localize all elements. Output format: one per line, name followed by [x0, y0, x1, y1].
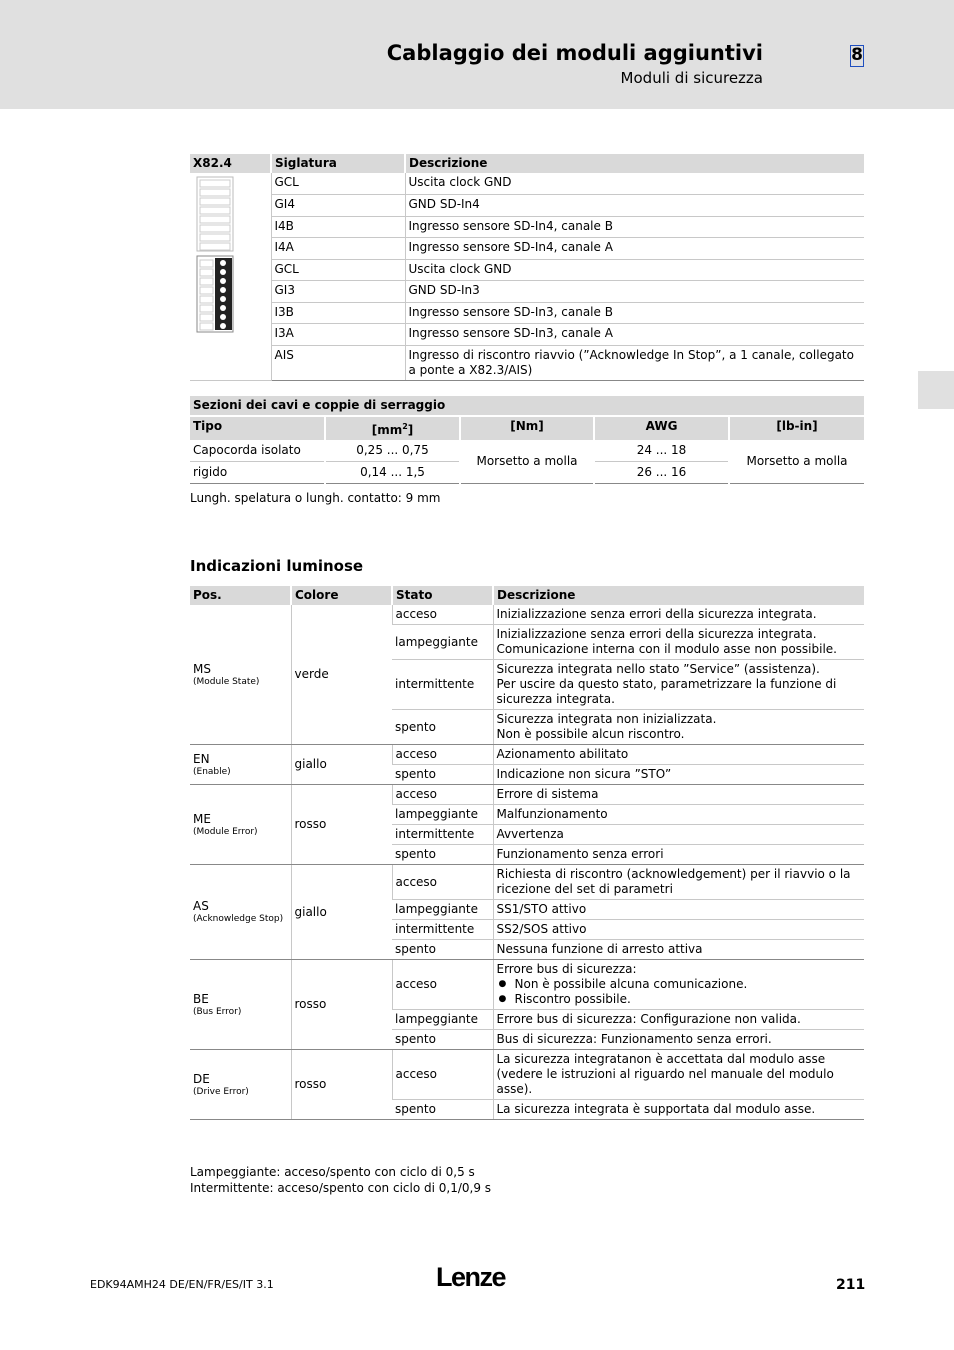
cell-color: rosso: [291, 785, 392, 865]
table-row: [190, 281, 864, 303]
description-text: Nessuna funzione di arresto attiva: [496, 942, 703, 956]
cell-siglatura: I4A: [271, 238, 405, 260]
description-text: SS2/SOS attivo: [496, 922, 587, 936]
cell-descrizione: GND SD-In3: [405, 281, 864, 303]
cell-awg: 24 ... 18: [594, 440, 729, 462]
cell-color: giallo: [291, 865, 392, 960]
description-text: Sicurezza integrata non inizializzata.: [496, 712, 717, 726]
page-subtitle: Moduli di sicurezza: [620, 69, 763, 87]
cell-siglatura: I3B: [271, 302, 405, 324]
cell-state: acceso: [392, 745, 493, 765]
table-row: [190, 865, 864, 900]
col-header: X82.4: [190, 154, 271, 173]
cell-pos: [190, 1050, 291, 1120]
cell-pos: [190, 605, 291, 745]
cell-siglatura: GCL: [271, 259, 405, 281]
cable-table: [190, 396, 864, 484]
cell-descrizione: Ingresso di riscontro riavvio (”Acknowledge In Stop”, a 1 canale, collegato a ponte a X82.3/AIS): [405, 345, 864, 380]
cell-siglatura: AIS: [271, 345, 405, 380]
description-text: Inizializzazione senza errori della sicurezza integrata.: [496, 627, 817, 641]
table-row: [190, 605, 864, 625]
table-row: [190, 785, 864, 805]
bullet-item: ● Non è possibile alcuna comunicazione.: [497, 977, 862, 992]
page-number: 211: [836, 1277, 866, 1293]
cell-siglatura: GCL: [271, 173, 405, 195]
cable-note: Lungh. spelatura o lungh. contatto: 9 mm: [190, 491, 441, 505]
description-text: Non è possibile alcun riscontro.: [496, 727, 685, 741]
bullet-item: ● Riscontro possibile.: [497, 992, 862, 1007]
cell-description: [493, 765, 864, 785]
table-row: [190, 745, 864, 765]
document-code: EDK94AMH24 DE/EN/FR/ES/IT 3.1: [90, 1278, 274, 1291]
terminal-diagram: [190, 173, 271, 380]
cell-state: spento: [392, 1100, 493, 1120]
description-text: Richiesta di riscontro (acknowledgement) per il riavvio o la ricezione del set di parametri: [496, 867, 851, 896]
cell-state: lampeggiante: [392, 805, 493, 825]
col-header: Siglatura: [271, 154, 405, 173]
cell-state: acceso: [392, 960, 493, 1010]
cell-descrizione: Uscita clock GND: [405, 259, 864, 281]
led-name: BE: [193, 991, 209, 1006]
description-text: Avvertenza: [496, 827, 564, 841]
led-name: EN: [193, 751, 210, 766]
cell-color: rosso: [291, 960, 392, 1050]
led-note: Lampeggiante: acceso/spento con ciclo di 0,5 s: [190, 1165, 475, 1179]
cell-color: verde: [291, 605, 392, 745]
cell-descrizione: Uscita clock GND: [405, 173, 864, 195]
cell-color: rosso: [291, 1050, 392, 1120]
description-text: Funzionamento senza errori: [496, 847, 664, 861]
table-row: [190, 302, 864, 324]
cell-state: acceso: [392, 1050, 493, 1100]
description-text: Indicazione non sicura ”STO”: [496, 767, 672, 781]
cell-nm: Morsetto a molla: [460, 440, 594, 483]
cell-tipo: rigido: [190, 462, 325, 484]
cell-descrizione: Ingresso sensore SD-In3, canale B: [405, 302, 864, 324]
lenze-logo: Lenze: [436, 1262, 506, 1292]
description-text: Azionamento abilitato: [496, 747, 629, 761]
table-row: [190, 173, 864, 195]
table-row: [190, 345, 864, 380]
cell-description: [493, 920, 864, 940]
cell-siglatura: GI3: [271, 281, 405, 303]
col-header: Descrizione: [493, 586, 864, 605]
table-row: [190, 259, 864, 281]
description-text: Inizializzazione senza errori della sicurezza integrata.: [496, 607, 817, 621]
cell-state: acceso: [392, 785, 493, 805]
cell-state: lampeggiante: [392, 1010, 493, 1030]
connector-icon: [196, 176, 236, 336]
cell-pos: [190, 960, 291, 1050]
cell-description: [493, 865, 864, 900]
cell-mm2: 0,25 ... 0,75: [325, 440, 460, 462]
cell-description: [493, 940, 864, 960]
cell-description: [493, 960, 864, 1010]
cell-description: [493, 825, 864, 845]
led-name: AS: [193, 899, 209, 913]
table-row: [190, 195, 864, 217]
description-text: La sicurezza integrata è supportata dal modulo asse.: [496, 1102, 816, 1116]
terminal-table: [190, 154, 864, 381]
col-header: Stato: [392, 586, 493, 605]
cell-tipo: Capocorda isolato: [190, 440, 325, 462]
description-text: La sicurezza integratanon è accettata dal modulo asse (vedere le istruzioni al riguardo nel manuale del modulo asse).: [496, 1052, 834, 1096]
table-row: [190, 216, 864, 238]
col-header: Pos.: [190, 586, 291, 605]
cell-descrizione: Ingresso sensore SD-In4, canale B: [405, 216, 864, 238]
led-fullname: (Acknowledge Stop): [193, 914, 284, 924]
page-title: Cablaggio dei moduli aggiuntivi: [386, 41, 763, 65]
description-text: Comunicazione interna con il modulo asse non possibile.: [496, 642, 837, 656]
col-header: $[mm^2]$: [325, 416, 460, 440]
table-row: [190, 324, 864, 346]
cell-state: acceso: [392, 605, 493, 625]
cell-state: lampeggiante: [392, 900, 493, 920]
led-fullname: (Bus Error): [193, 1006, 242, 1017]
cell-color: giallo: [291, 745, 392, 785]
cell-state: intermittente: [392, 660, 493, 710]
led-fullname: (Drive Error): [193, 1086, 249, 1097]
description-text: Bus di sicurezza: Funzionamento senza errori.: [496, 1032, 772, 1046]
col-header: Tipo: [190, 416, 325, 440]
col-header: [Nm]: [460, 416, 594, 440]
cell-awg: 26 ... 16: [594, 462, 729, 484]
led-name: ME: [193, 811, 211, 826]
col-header: [lb-in]: [729, 416, 864, 440]
cell-siglatura: GI4: [271, 195, 405, 217]
table-row: [190, 238, 864, 260]
cell-descrizione: Ingresso sensore SD-In3, canale A: [405, 324, 864, 346]
cell-siglatura: I3A: [271, 324, 405, 346]
description-text: Errore di sistema: [496, 787, 599, 801]
description-text: Sicurezza integrata nello stato ”Service” (assistenza).: [496, 662, 820, 676]
cell-state: spento: [392, 940, 493, 960]
cell-lbin: Morsetto a molla: [729, 440, 864, 483]
col-header: Colore: [291, 586, 392, 605]
cell-description: [493, 605, 864, 625]
chapter-number: 8: [851, 45, 863, 65]
cell-description: [493, 660, 864, 710]
cell-mm2: 0,14 ... 1,5: [325, 462, 460, 484]
table-row: [190, 440, 864, 462]
cell-description: [493, 805, 864, 825]
cell-descrizione: GND SD-In4: [405, 195, 864, 217]
cell-description: [493, 1030, 864, 1050]
cell-description: [493, 845, 864, 865]
cell-pos: [190, 865, 291, 960]
cell-state: spento: [392, 1030, 493, 1050]
cell-description: [493, 1100, 864, 1120]
cable-table-title: Sezioni dei cavi e coppie di serraggio: [190, 396, 864, 416]
led-fullname: (Enable): [193, 766, 231, 777]
description-text: Per uscire da questo stato, parametrizzare la funzione di sicurezza integrata.: [496, 677, 837, 706]
led-name: MS: [193, 661, 211, 676]
cell-description: [493, 710, 864, 745]
led-name: DE: [193, 1071, 210, 1086]
col-header: Descrizione: [405, 154, 864, 173]
cell-description: [493, 785, 864, 805]
cell-description: [493, 1050, 864, 1100]
side-tab: [918, 371, 954, 409]
cell-descrizione: Ingresso sensore SD-In4, canale A: [405, 238, 864, 260]
description-text: Errore bus di sicurezza: Configurazione non valida.: [496, 1012, 801, 1026]
cell-description: [493, 1010, 864, 1030]
cell-state: spento: [392, 765, 493, 785]
cell-pos: [190, 745, 291, 785]
led-fullname: (Module State): [193, 676, 260, 687]
page-header: [0, 0, 954, 109]
description-text: Errore bus di sicurezza:: [496, 962, 637, 976]
section-heading: Indicazioni luminose: [190, 557, 364, 575]
table-row: [190, 1050, 864, 1100]
cell-state: lampeggiante: [392, 625, 493, 660]
cell-state: intermittente: [392, 920, 493, 940]
led-table: [190, 586, 864, 1120]
cell-siglatura: I4B: [271, 216, 405, 238]
cell-description: [493, 900, 864, 920]
table-row: [190, 960, 864, 1010]
cell-description: [493, 745, 864, 765]
led-fullname: (Module Error): [193, 826, 258, 837]
cell-description: [493, 625, 864, 660]
cell-state: intermittente: [392, 825, 493, 845]
cell-state: spento: [392, 710, 493, 745]
cell-state: spento: [392, 845, 493, 865]
cell-state: acceso: [392, 865, 493, 900]
cell-pos: [190, 785, 291, 865]
description-text: SS1/STO attivo: [496, 902, 587, 916]
col-header: AWG: [594, 416, 729, 440]
led-note: Intermittente: acceso/spento con ciclo di 0,1/0,9 s: [190, 1181, 492, 1195]
description-text: Malfunzionamento: [496, 807, 608, 821]
